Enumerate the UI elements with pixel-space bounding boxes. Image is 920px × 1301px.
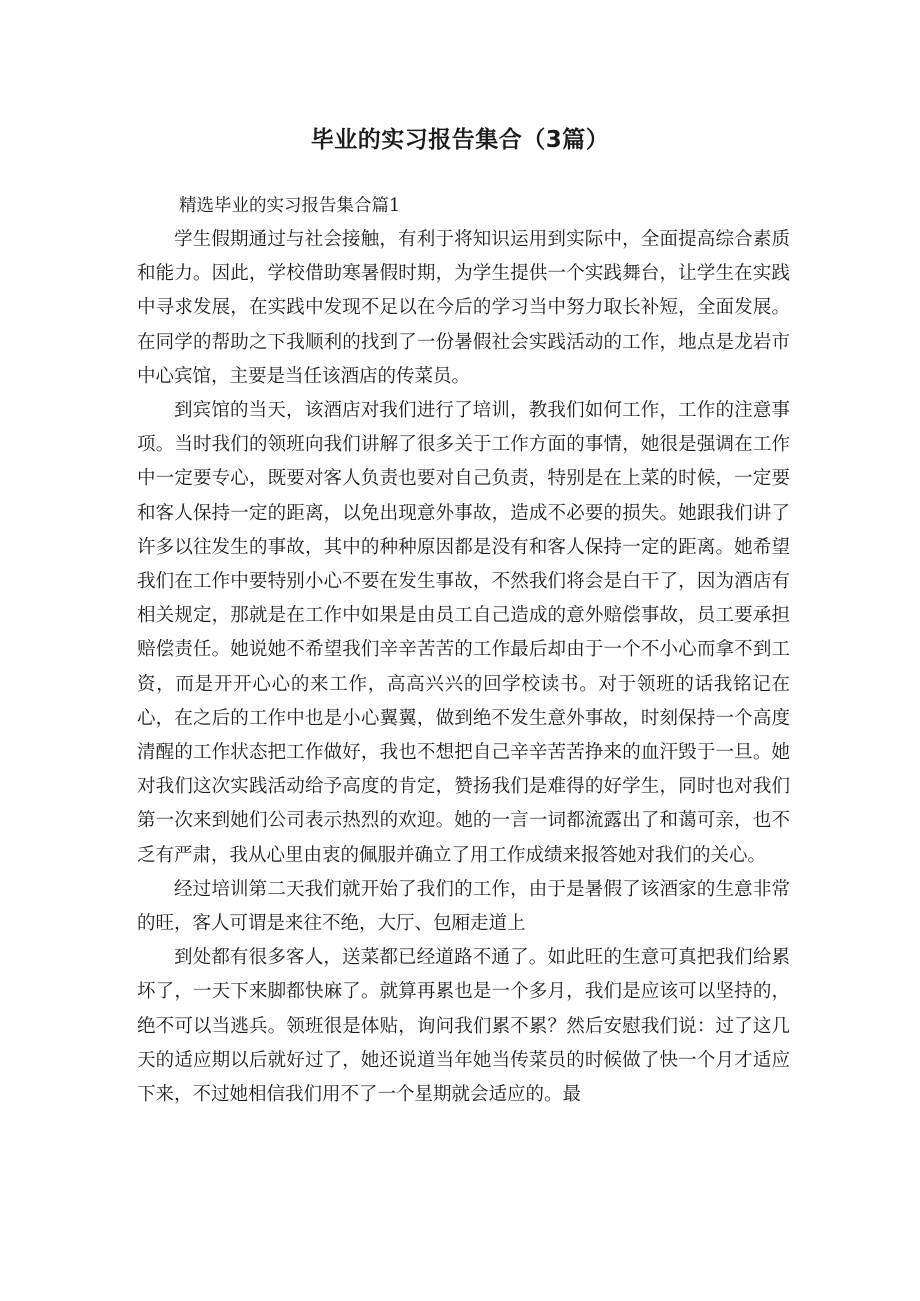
paragraph-1: 学生假期通过与社会接触，有利于将知识运用到实际中，全面提高综合素质和能力。因此，学校借助寒暑假时期，为学生提供一个实践舞台，让学生在实践中寻求发展，在实践中发现不足以在今后的学习当中努力取长补短，全面发展。在同学的帮助之下我顺利的找到了一份暑假社会实践活动的工作，地点是龙岩市中心宾馆，主要是当任该酒店的传菜员。 [137, 229, 790, 387]
paragraph-3: 经过培训第二天我们就开始了我们的工作，由于是暑假了该酒家的生意非常的旺，客人可谓是来往不绝，大厅、包厢走道上 [137, 878, 790, 935]
paragraph-4: 到处都有很多客人，送菜都已经道路不通了。如此旺的生意可真把我们给累坏了，一天下来脚都快麻了。就算再累也是一个多月，我们是应该可以坚持的，绝不可以当逃兵。领班很是体贴，询问我们累不累？然后安慰我们说：过了这几天的适应期以后就好过了，她还说道当年她当传菜员的时候做了快一个月才适应下来，不过她相信我们用不了一个星期就会适应的。最 [137, 947, 790, 1106]
section-heading: 精选毕业的实习报告集合篇1 [179, 196, 401, 216]
document-title: 毕业的实习报告集合（3篇） [310, 127, 610, 153]
paragraph-2: 到宾馆的当天，该酒店对我们进行了培训，教我们如何工作，工作的注意事项。当时我们的领班向我们讲解了很多关于工作方面的事情，她很是强调在工作中一定要专心，既要对客人负责也要对自己负责，特别是在上菜的时候，一定要和客人保持一定的距离，以免出现意外事故，造成不必要的损失。她跟我们讲了许多以往发生的事故，其中的种种原因都是没有和客人保持一定的距离。她希望我们在工作中要特别小心不要在发生事故，不然我们将会是白干了，因为酒店有相关规定，那就是在工作中如果是由员工自己造成的意外赔偿事故，员工要承担赔偿责任。她说她不希望我们辛辛苦苦的工作最后却由于一个不小心而拿不到工资，而是开开心心的来工作，高高兴兴的回学校读书。对于领班的话我铭记在心，在之后的工作中也是小心翼翼，做到绝不发生意外事故，时刻保持一个高度清醒的工作状态把工作做好，我也不想把自己辛辛苦苦挣来的血汗毁于一旦。她对我们这次实践活动给予高度的肯定，赞扬我们是难得的好学生，同时也对我们第一次来到她们公司表示热烈的欢迎。她的一言一词都流露出了和蔼可亲，也不乏有严肃，我从心里由衷的佩服并确立了用工作成绩来报答她对我们的关心。 [137, 400, 790, 866]
document-body [137, 190, 790, 1112]
